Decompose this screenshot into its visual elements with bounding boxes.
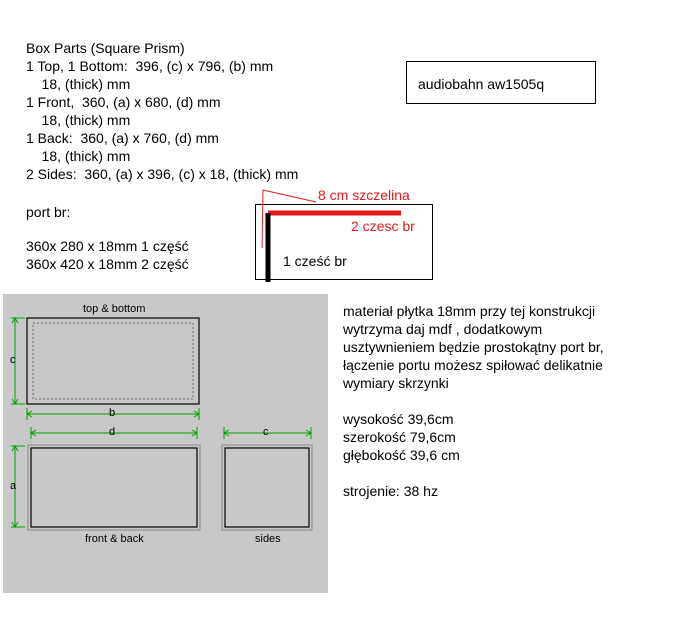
port-part1: 360x 280 x 18mm 1 część [26, 238, 189, 254]
top-bottom-spec: 1 Top, 1 Bottom: 396, (c) x 796, (b) mm [26, 58, 274, 74]
note-line-3: usztywnieniem będzie prostokątny port br, [343, 339, 604, 355]
note-line-2: wytrzyma daj mdf , dodatkowym [343, 321, 543, 337]
top-bottom-panel [27, 318, 199, 404]
sides-panel-outer [222, 445, 312, 530]
front-spec: 1 Front, 360, (a) x 680, (d) mm [26, 94, 221, 110]
dim-a-label: a [10, 480, 17, 492]
height-spec: wysokość 39,6cm [343, 411, 454, 427]
note-line-5: wymiary skrzynki [343, 375, 449, 391]
front-thick: 18, (thick) mm [26, 112, 131, 128]
dim-b-label: b [109, 407, 116, 419]
depth-spec: głębokość 39,6 cm [343, 447, 460, 463]
back-thick: 18, (thick) mm [26, 148, 131, 164]
width-spec: szerokość 79,6cm [343, 429, 456, 445]
part1-label: 1 cześć br [283, 253, 347, 269]
note-line-4: łączenie portu możesz spiłować delikatnie [343, 357, 603, 373]
tuning-spec: strojenie: 38 hz [343, 483, 438, 499]
front-back-label: front & back [85, 533, 144, 545]
dim-d-label: d [109, 426, 116, 438]
note-line-1: materiał płytka 18mm przy tej konstrukcji [343, 303, 596, 319]
port-label: port br: [26, 204, 71, 220]
back-spec: 1 Back: 360, (a) x 760, (d) mm [26, 130, 219, 146]
part2-label: 2 czesc br [351, 218, 415, 234]
sides-label: sides [255, 533, 281, 545]
top-bottom-thick: 18, (thick) mm [26, 76, 131, 92]
front-back-panel-outer [28, 445, 200, 530]
dim-c-label: c [10, 354, 16, 366]
box-parts-title: Box Parts (Square Prism) [26, 40, 185, 56]
model-label: audiobahn aw1505q [418, 76, 545, 92]
slot-label: 8 cm szczelina [318, 187, 410, 203]
dim-c2-label: c [263, 426, 269, 438]
port-part2: 360x 420 x 18mm 2 część [26, 256, 189, 272]
sides-spec: 2 Sides: 360, (a) x 396, (c) x 18, (thick) mm [26, 166, 299, 182]
top-bottom-label: top & bottom [83, 303, 146, 315]
